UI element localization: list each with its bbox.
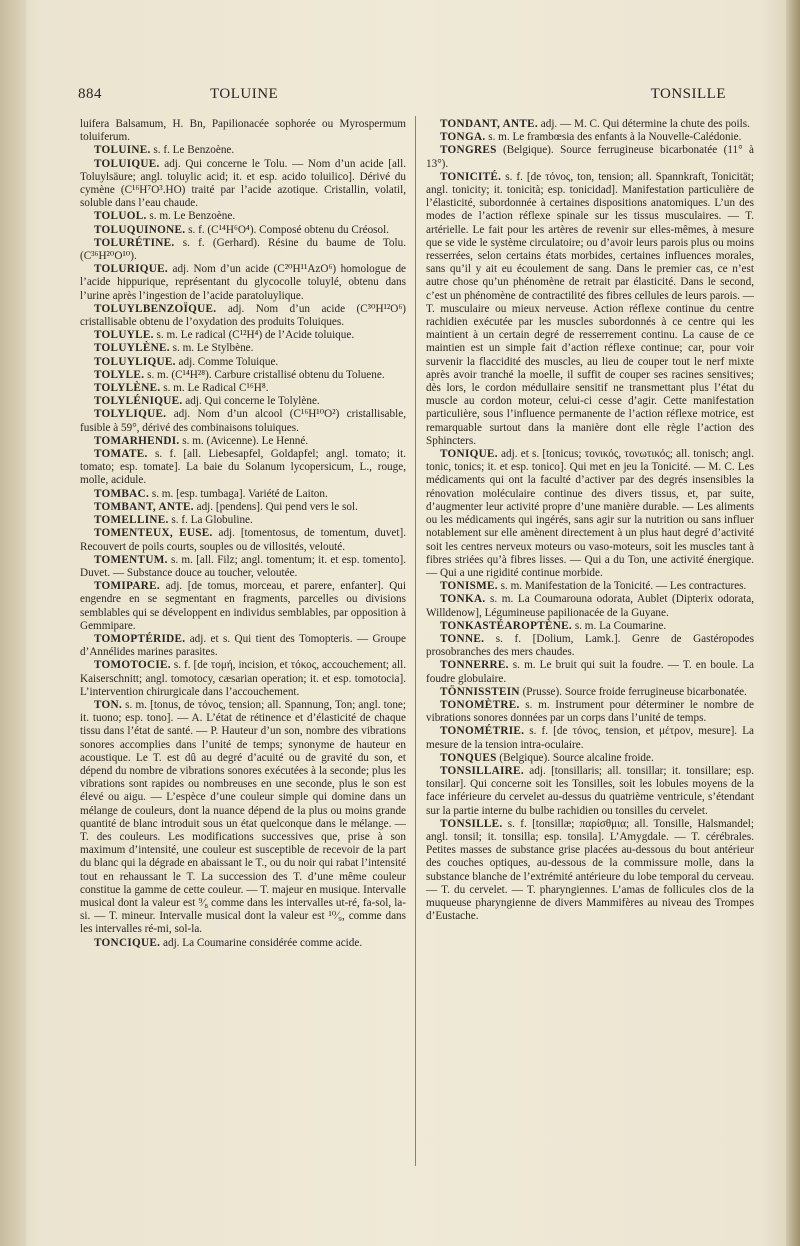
dictionary-entry — [426, 620, 754, 633]
dictionary-entry — [426, 633, 754, 659]
dictionary-entry — [80, 237, 406, 263]
dictionary-entry — [80, 224, 406, 237]
entry-definition: s. m. Manifestation de la Tonicité. — Les contractures. — [497, 580, 747, 593]
entry-headword: TOLYLE. — [94, 368, 145, 381]
entry-definition: s. m. [tonus, de τόνος, tension; all. Spannung, Ton; angl. tone; it. tuono; esp. tono]. — A. L’état de rétinence et d’élasticité de chaque tissu dans l’état de santé. — P. Hauteur d’un son, nombre des vibrations sonores accomplies dans l’unité de temps; synonyme de hauteur en acoustique. Le T. est dû au degré d’acuité ou de gravité du son, et dépend du nombre de vibrations sonores exécutées à la seconde; plus les vibrations sont rapides ou nombreuses en une seconde, plus le son est élevé ou aigu. — L’espèce d’une couleur simple qui domine dans un mélange de couleurs, dont la nuance dépend de la plus ou moins grande quantité de blanc introduit sous un état quelconque dans le mélange. — T. des couleurs. Les modifications successives que, prise à son maximum d’intensité, une couleur est susceptible de recevoir de la part du blanc qui la dégrade en abaissant le T., ou du noir qui rabat l’intensité tout en rehaussant le T. La succession des T. d’une même couleur constitue la gamme de cette couleur. — T. majeur en musique. Intervalle musical dont la valeur est ⁹⁄₈ comme dans les intervalles ut-ré, fa-sol, la-si. — T. mineur. Intervalle musical dont la valeur est ¹⁰⁄₉, comme dans les intervalles ré-mi, sol-la. — [80, 698, 406, 936]
dictionary-entry — [80, 408, 406, 434]
entry-definition: s. m. Le Stylbène. — [169, 342, 254, 355]
dictionary-entry — [80, 369, 406, 382]
entry-headword: TOMOTOCIE. — [94, 659, 171, 672]
dictionary-entry — [426, 448, 754, 580]
entry-definition: s. f. [de τομή, incision, et τόκος, accouchement; all. Kaiserschnitt; angl. tomotocy, cæsarian operation; it. et esp. tomotocia]. L’intervention chirurgicale dans l’accouchement. — [80, 659, 406, 698]
entry-definition: s. f. (Gerhard). Résine du baume de Tolu. (C³⁶H²⁰O¹⁰). — [80, 236, 406, 263]
dictionary-entry — [80, 527, 406, 553]
dictionary-entry — [426, 818, 754, 924]
entry-definition: adj. Qui concerne le Tolylène. — [182, 395, 320, 408]
dictionary-entry — [426, 699, 754, 725]
dictionary-entry — [80, 554, 406, 580]
entry-headword: TOMARHENDI. — [94, 434, 180, 447]
dictionary-entry — [80, 263, 406, 303]
entry-headword: TONGRES — [440, 144, 497, 157]
entry-definition: s. m. (C¹⁴H²⁸). Carbure cristallisé obtenu du Toluene. — [144, 368, 385, 381]
dictionary-entry — [80, 488, 406, 501]
dictionary-entry — [80, 659, 406, 699]
entry-definition: s. f. [Dolium, Lamk.]. Genre de Gastéropodes prosobranches des mers chaudes. — [426, 632, 754, 659]
right-guide-word: TONSILLE — [650, 86, 726, 102]
entry-definition: s. m. Le frambœsia des enfants à la Nouvelle-Calédonie. — [485, 131, 742, 144]
dictionary-entry — [80, 937, 406, 950]
dictionary-entry — [80, 342, 406, 355]
entry-definition: adj. et s. [tonicus; τονικός, τονωτικός; all. tonisch; angl. tonic, tonics; it. et esp. tonico]. Qui met en jeu la Tonicité. — M. C. Les médicaments qui ont la faculté d’activer par des degrés insensibles la rénovation moléculaire continue des divers tissus, et, par suite, d’augmenter leur activité propre d’une manière durable. — Les aliments ou les médicaments qui ingérés, sans agir sur la nutrition ou sans influer notablement sur elle amènent directement à un plus haut degré d’activité soit les centres nerveux moteurs ou vaso-moteurs, soit les muscles tant à fibres striées qu’à fibres lisses. — Qui a du Ton, une activité énergique. — Qui a une rigidité continue morbide. — [426, 448, 754, 579]
entry-definition: adj. La Coumarine considérée comme acide. — [160, 936, 363, 949]
entry-headword: TOLUYLÈNE. — [94, 342, 170, 355]
right-column — [426, 118, 754, 923]
dictionary-entry — [80, 514, 406, 527]
entry-definition: adj. Nom d’un acide (C²⁰H¹¹AzO⁶) homologue de l’acide hippurique, représentant du glycocolle toluylé, obtenu dans l’urine après l’ingestion de l’acide paratoluylique. — [80, 263, 406, 302]
entry-headword: TOLURÉTINE. — [94, 236, 175, 249]
dictionary-entry — [80, 395, 406, 408]
entry-headword: TONQUES — [440, 751, 497, 764]
entry-definition: adj. — M. C. Qui détermine la chute des poils. — [537, 118, 750, 130]
entry-headword: TONKA. — [440, 593, 486, 606]
entry-headword: TÖNNISSTEIN — [440, 685, 520, 698]
entry-definition: s. m. Le bruit qui suit la foudre. — T. en boule. La foudre globulaire. — [426, 659, 754, 685]
entry-headword: TOLYLIQUE. — [94, 408, 167, 421]
entry-headword: TONSILLAIRE. — [440, 764, 524, 777]
entry-definition: s. f. [tonsillæ; παρίσθμια; all. Tonsille, Halsmandel; angl. tonsil; it. tonsilla; esp. tonsila]. L’Amygdale. — T. cérébrales. Petites masses de substance grise placées au-dessous du bout antérieur des couches optiques, au-dessous de la commissure molle, dans la substance blanche de l’extrémité antérieure du lobe temporal du cerveau. — T. du cervelet. — T. pharyngiennes. L’amas de follicules clos de la muqueuse pharyngienne de divers Mammifères au niveau des Trompes d’Eustache. — [426, 817, 754, 923]
entry-headword: TOMOPTÉRIDE. — [94, 632, 186, 645]
dictionary-entry — [426, 725, 754, 751]
entry-headword: TONISME. — [440, 580, 498, 593]
entry-headword: TOLYLÈNE. — [94, 382, 161, 395]
left-guide-word: TOLUINE — [210, 86, 279, 102]
entry-headword: TOLUQUINONE. — [94, 223, 186, 236]
dictionary-entry — [426, 131, 754, 144]
entry-definition: adj. et s. Qui tient des Tomopteris. — Groupe d’Annélides marines parasites. — [80, 632, 406, 659]
dictionary-entry — [426, 118, 754, 131]
entry-definition: s. f. La Globuline. — [168, 514, 253, 527]
entry-definition: s. f. [all. Liebesapfel, Goldapfel; angl. tomato; it. tomato; esp. tomate]. La baie du Solanum lycopersicum, L., rouge, molle, acidule. — [80, 448, 406, 487]
dictionary-entry — [80, 118, 406, 144]
entry-headword: TONICITÉ. — [440, 170, 502, 183]
entry-definition: s. m. [esp. tumbaga]. Variété de Laiton. — [149, 487, 328, 500]
entry-definition: adj. Qui concerne le Tolu. — Nom d’un acide [all. Toluylsäure; angl. toluylic acid; it. et esp. acido toluilico]. Dérivé du cymène (C¹⁶H⁷O³.HO) traité par l’acide azotique. Cristallin, volatil, soluble dans l’eau chaude. — [80, 157, 406, 210]
entry-headword: TOMELLINE. — [94, 514, 169, 527]
dictionary-entry — [426, 686, 754, 699]
entry-headword: TOMBAC. — [94, 487, 150, 500]
entry-definition: s. m. Le Radical C¹⁶H⁸. — [160, 382, 269, 395]
entry-headword: TONNERRE. — [440, 659, 509, 672]
entry-headword: TONGA. — [440, 131, 486, 144]
entry-definition: (Belgique). Source alcaline froide. — [496, 751, 654, 764]
entry-headword: TONIQUE. — [440, 448, 498, 461]
entry-headword: TOMENTEUX, EUSE. — [94, 527, 213, 540]
entry-definition: (Belgique). Source ferrugineuse bicarbonatée (11° à 13°). — [426, 144, 754, 170]
entry-definition: adj. [tomentosus, de tomentum, duvet]. Recouvert de poils courts, souples ou de villosités, velouté. — [80, 527, 407, 553]
dictionary-entry — [80, 356, 406, 369]
dictionary-entry — [80, 158, 406, 211]
entry-definition: s. m. La Coumarine. — [572, 619, 667, 632]
dictionary-entry — [80, 699, 406, 937]
entry-definition: adj. [de tomus, morceau, et parere, enfanter]. Qui engendre en se segmentant en fragments, parcelles ou divisions semblables qui se développent en individus semblables, par opposition à Gemmipare. — [80, 580, 406, 632]
entry-definition: adj. [tonsillaris; all. tonsillar; it. tonsillare; esp. tonsilar]. Qui concerne soit les Tonsilles, soit les lobules moyens de la face inférieure du cervelet au-dessus du quatrième ventricule, s’étendant sur la partie interne du bulbe rachidien ou tonsilles du cervelet. — [426, 764, 754, 817]
dictionary-entry — [80, 633, 406, 659]
entry-definition: s. m. (Avicenne). Le Henné. — [179, 434, 309, 447]
page-number: 884 — [78, 86, 102, 102]
entry-headword: TONSILLE. — [440, 817, 503, 830]
dictionary-entry — [80, 501, 406, 514]
dictionary-entry — [80, 144, 406, 157]
dictionary-entry — [426, 580, 754, 593]
entry-definition: adj. Nom d’un alcool (C¹⁶H¹⁰O²) cristallisable, fusible à 59°, dérivé des combinaisons toluiques. — [80, 408, 406, 434]
dictionary-entry — [426, 171, 754, 448]
entry-definition: s. f. [de τόνος, tension, et μέτρον, mesure]. La mesure de la tension intra-oculaire. — [426, 725, 754, 751]
page-right-edge — [786, 0, 800, 1246]
entry-definition: s. m. [all. Filz; angl. tomentum; it. et esp. tomento]. Duvet. — Substance douce au toucher, veloutée. — [80, 553, 406, 579]
entry-headword: TOMATE. — [94, 448, 148, 461]
running-header — [78, 86, 758, 108]
dictionary-entry — [80, 448, 406, 488]
entry-headword: TONNE. — [440, 632, 485, 645]
entry-headword: TOLUIQUE. — [94, 157, 160, 170]
entry-headword: TONCIQUE. — [94, 936, 161, 949]
dictionary-entry — [80, 303, 406, 329]
entry-headword: TOLUINE. — [94, 144, 151, 157]
entry-headword: TOLUYLBENZOÏQUE. — [94, 302, 217, 315]
entry-headword: TONDANT, ANTE. — [440, 118, 538, 130]
entry-headword: TOLYLÉNIQUE. — [94, 395, 183, 408]
entry-headword: TOMBANT, ANTE. — [94, 500, 194, 513]
entry-headword: TOLURIQUE. — [94, 263, 168, 276]
dictionary-entry — [80, 435, 406, 448]
entry-definition: adj. Nom d’un acide (C³⁰H¹²O⁶) cristallisable obtenu de l’oxydation des produits Toluiques. — [80, 302, 406, 329]
entry-headword: TONOMÈTRE. — [440, 698, 520, 711]
entry-headword: TOLUOL. — [94, 210, 147, 223]
left-column — [80, 118, 406, 950]
dictionary-entry — [426, 765, 754, 818]
entry-headword: TOMENTUM. — [94, 553, 168, 566]
entry-headword: TONKASTÉAROPTÈNE. — [440, 619, 573, 632]
dictionary-entry — [426, 593, 754, 619]
dictionary-entry — [426, 144, 754, 170]
entry-definition: s. m. Le Benzoène. — [146, 210, 236, 223]
entry-definition: s. m. La Coumarouna odorata, Aublet (Dipterix odorata, Willdenow], Légumineuse papilionacée de la Guyane. — [426, 593, 754, 619]
dictionary-entry — [80, 329, 406, 342]
column-divider — [415, 116, 416, 1166]
entry-headword: TONOMÉTRIE. — [440, 725, 525, 738]
dictionary-entry — [80, 580, 406, 633]
entry-definition: adj. [pendens]. Qui pend vers le sol. — [193, 500, 358, 513]
entry-definition: s. f. Le Benzoène. — [150, 144, 235, 157]
entry-definition: (Prusse). Source froide ferrugineuse bicarbonatée. — [519, 685, 747, 698]
entry-definition: luifera Balsamum, H. Bn, Papilionacée sophorée ou Myrospermum toluiferum. — [80, 118, 406, 144]
entry-headword: TOLUYLE. — [94, 329, 154, 342]
dictionary-entry — [426, 659, 754, 685]
entry-definition: adj. Comme Toluique. — [175, 355, 279, 368]
dictionary-entry — [80, 382, 406, 395]
entry-definition: s. f. [de τόνος, ton, tension; all. Spannkraft, Tonicität; angl. tonicity; it. tonicità; esp. tonicidad]. Manifestation particulière de l’élasticité, subordonnée à certaines dispositions anatomiques. L’un des modes de l’action réflexe spinale sur les tissus musculaires. — T. artérielle. Le fait pour les artères de revenir sur elles-mêmes, à mesure que se vide le système circulatoire; ou d’avoir leurs parois plus ou moins resserrées, selon certains états morbides, certaines influences morales, sans qu’il y ait eu écoulement de sang. Dans le premier cas, ce n’est autre chose qu’un phénomène de retrait par élasticité. Dans le second, c’est un phénomène de contractilité des fibres cellules de leurs parois. — T. musculaire ou mieux nerveuse. Action réflexe continue du centre rachidien exécutée par les muscles subordonnés à ce centre qui les maintient à un certain degré de resserrement continu. La cause de ce maintien est un simple fait d’action réflexe continue; car, pour voir survenir la flaccidité des muscles, au lieu de couper tout le nerf mixte après avoir tranché la moelle, il suffit de couper ses racines sensitives; dès lors, le cordon médullaire sensitif ne transmettant plus l’état du muscle au cordon moteur, celui-ci cesse d’agir. Cette manifestation particulière, sous l’influence permanente de l’action réflexe motrice, est remarquable surtout dans la manière dont elle règle l’action des Sphincters. — [426, 170, 754, 447]
entry-headword: TOMIPARE. — [94, 580, 160, 593]
dictionary-entry — [80, 210, 406, 223]
entry-definition: s. m. Instrument pour déterminer le nombre de vibrations sonores données par un corps dans l’unité de temps. — [426, 698, 754, 725]
entry-headword: TON. — [94, 698, 123, 711]
entry-definition: s. m. Le radical (C¹²H⁴) de l’Acide toluique. — [153, 329, 355, 342]
entry-definition: s. f. (C¹⁴H⁶O⁴). Composé obtenu du Créosol. — [185, 223, 390, 236]
page-left-edge — [0, 0, 26, 1246]
entry-headword: TOLUYLIQUE. — [94, 355, 176, 368]
dictionary-entry — [426, 752, 754, 765]
